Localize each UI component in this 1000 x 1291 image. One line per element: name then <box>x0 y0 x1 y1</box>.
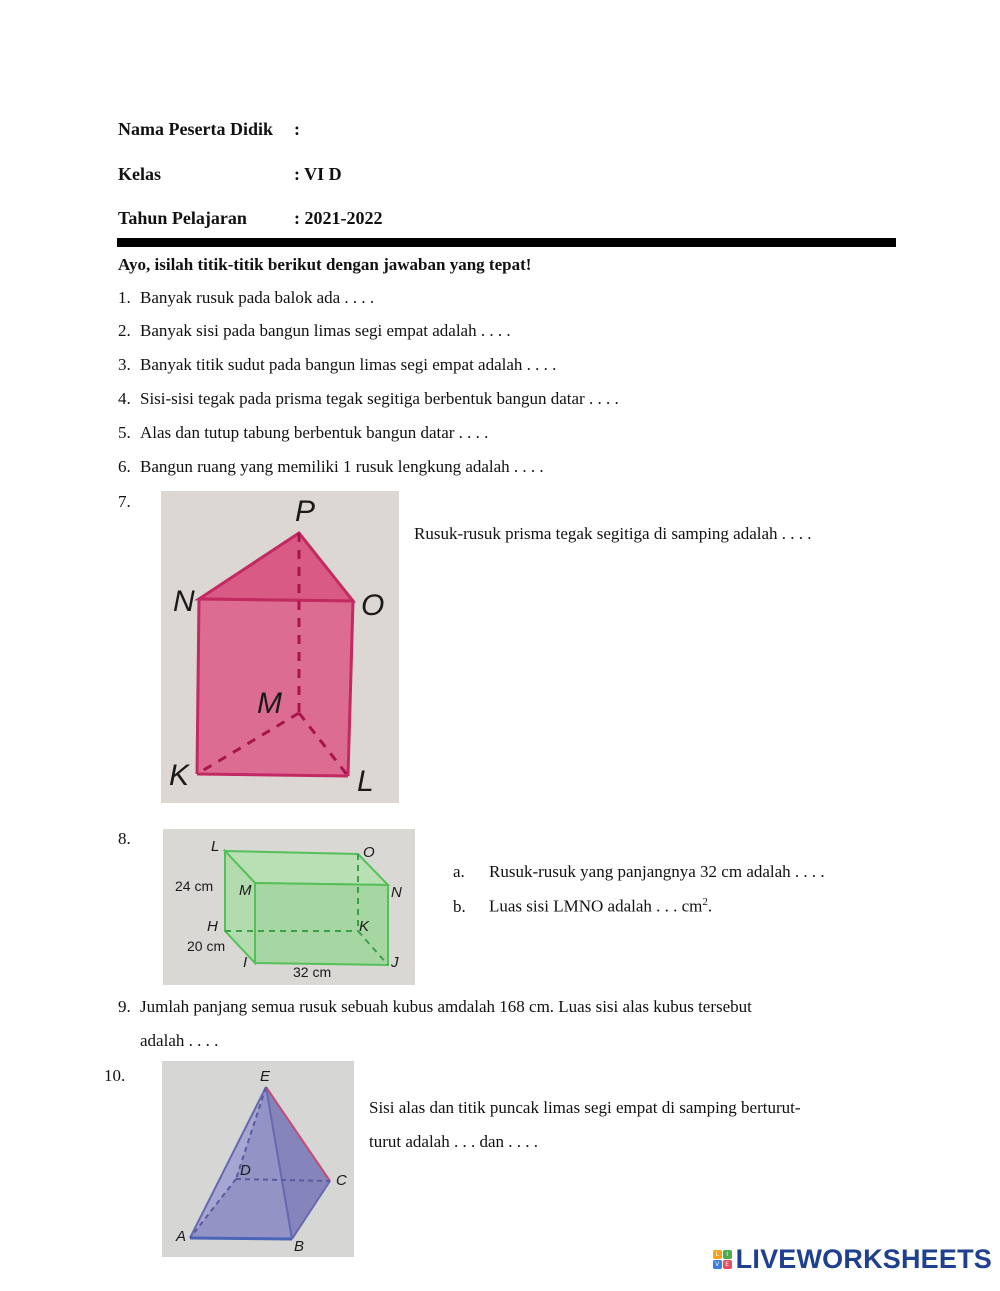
dimension-height: 24 cm <box>175 878 214 894</box>
vertex-label-o: O <box>363 844 375 861</box>
logo-mark-e: E <box>723 1260 732 1269</box>
question-text: Bangun ruang yang memiliki 1 rusuk lengkung adalah . . . . <box>140 457 544 476</box>
vertex-label-m: M <box>239 882 252 899</box>
question-10-line-1: Sisi alas dan titik puncak limas segi empat di samping berturut- <box>369 1098 801 1117</box>
square-pyramid-image <box>162 1061 354 1257</box>
year-label: Tahun Pelajaran <box>118 208 247 228</box>
question-10-line-2: turut adalah . . . dan . . . . <box>369 1132 539 1151</box>
vertex-label-i: I <box>243 954 248 971</box>
question-1 <box>118 288 374 308</box>
vertex-label-j: J <box>391 954 399 971</box>
vertex-label-m: M <box>257 687 282 720</box>
vertex-label-l: L <box>357 765 374 798</box>
cuboid-image <box>163 829 415 985</box>
question-number: 1. <box>118 288 131 307</box>
item-text: Luas sisi LMNO adalah . . . cm <box>489 896 703 916</box>
question-2 <box>118 321 511 341</box>
prism-figure <box>161 491 399 803</box>
liveworksheets-logo <box>713 1244 992 1275</box>
logo-text: LIVEWORKSHEETS <box>735 1244 992 1274</box>
question-9 <box>118 997 752 1017</box>
year-value: : 2021-2022 <box>294 208 383 228</box>
question-number: 9. <box>118 997 131 1016</box>
question-3 <box>118 355 556 375</box>
cuboid-figure <box>163 829 415 985</box>
logo-mark-i: I <box>723 1250 732 1259</box>
name-label: Nama Peserta Didik <box>118 119 273 139</box>
question-5 <box>118 423 488 443</box>
vertex-label-d: D <box>240 1162 251 1179</box>
question-number: 4. <box>118 389 131 408</box>
item-marker: b. <box>453 896 466 916</box>
unit-exponent: 2 <box>702 896 708 908</box>
vertex-label-o: O <box>361 589 385 622</box>
item-text: Rusuk-rusuk yang panjangnya 32 cm adalah . . . . <box>489 862 825 881</box>
question-text: Sisi-sisi tegak pada prisma tegak segitiga berbentuk bangun datar . . . . <box>140 389 619 408</box>
question-text: Banyak rusuk pada balok ada . . . . <box>140 288 375 307</box>
triangular-prism-image <box>161 491 399 803</box>
name-value: : <box>294 119 300 139</box>
question-7-number: 7. <box>118 492 131 511</box>
vertex-label-k: K <box>359 918 370 935</box>
question-7-text: Rusuk-rusuk prisma tegak segitiga di samping adalah . . . . <box>414 524 812 543</box>
vertex-label-n: N <box>391 884 402 901</box>
item-marker: a. <box>453 862 465 881</box>
pyramid-figure <box>162 1061 354 1257</box>
header-divider <box>117 238 896 247</box>
question-8-number: 8. <box>118 829 131 848</box>
vertex-label-l: L <box>211 838 220 855</box>
vertex-label-e: E <box>260 1068 271 1085</box>
question-text: Jumlah panjang semua rusuk sebuah kubus amdalah 168 cm. Luas sisi alas kubus tersebut <box>140 997 752 1016</box>
vertex-label-a: A <box>176 1228 187 1245</box>
logo-mark-l: L <box>713 1250 722 1259</box>
question-8a <box>453 862 825 882</box>
instruction: Ayo, isilah titik-titik berikut dengan jawaban yang tepat! <box>118 255 532 274</box>
question-text: Banyak titik sudut pada bangun limas segi empat adalah . . . . <box>140 355 557 374</box>
logo-mark-v: V <box>713 1260 722 1269</box>
class-label: Kelas <box>118 164 161 184</box>
vertex-label-p: P <box>295 495 316 528</box>
question-number: 5. <box>118 423 131 442</box>
question-text: Banyak sisi pada bangun limas segi empat adalah . . . . <box>140 321 511 340</box>
logo-mark-icon <box>713 1250 732 1269</box>
vertex-label-h: H <box>207 918 218 935</box>
dimension-length: 32 cm <box>293 964 332 980</box>
question-text: Alas dan tutup tabung berbentuk bangun datar . . . . <box>140 423 489 442</box>
vertex-label-n: N <box>173 585 195 618</box>
question-4 <box>118 389 619 409</box>
vertex-label-c: C <box>336 1172 347 1189</box>
question-6 <box>118 457 544 477</box>
vertex-label-b: B <box>294 1238 305 1255</box>
question-9-line-2: adalah . . . . <box>140 1031 219 1050</box>
item-end: . <box>707 896 713 916</box>
question-number: 3. <box>118 355 131 374</box>
question-8b <box>453 896 712 917</box>
question-number: 2. <box>118 321 131 340</box>
class-value: : VI D <box>294 164 342 184</box>
dimension-depth: 20 cm <box>187 938 226 954</box>
question-10-number: 10. <box>104 1066 126 1085</box>
vertex-label-k: K <box>169 759 190 792</box>
question-number: 6. <box>118 457 131 476</box>
